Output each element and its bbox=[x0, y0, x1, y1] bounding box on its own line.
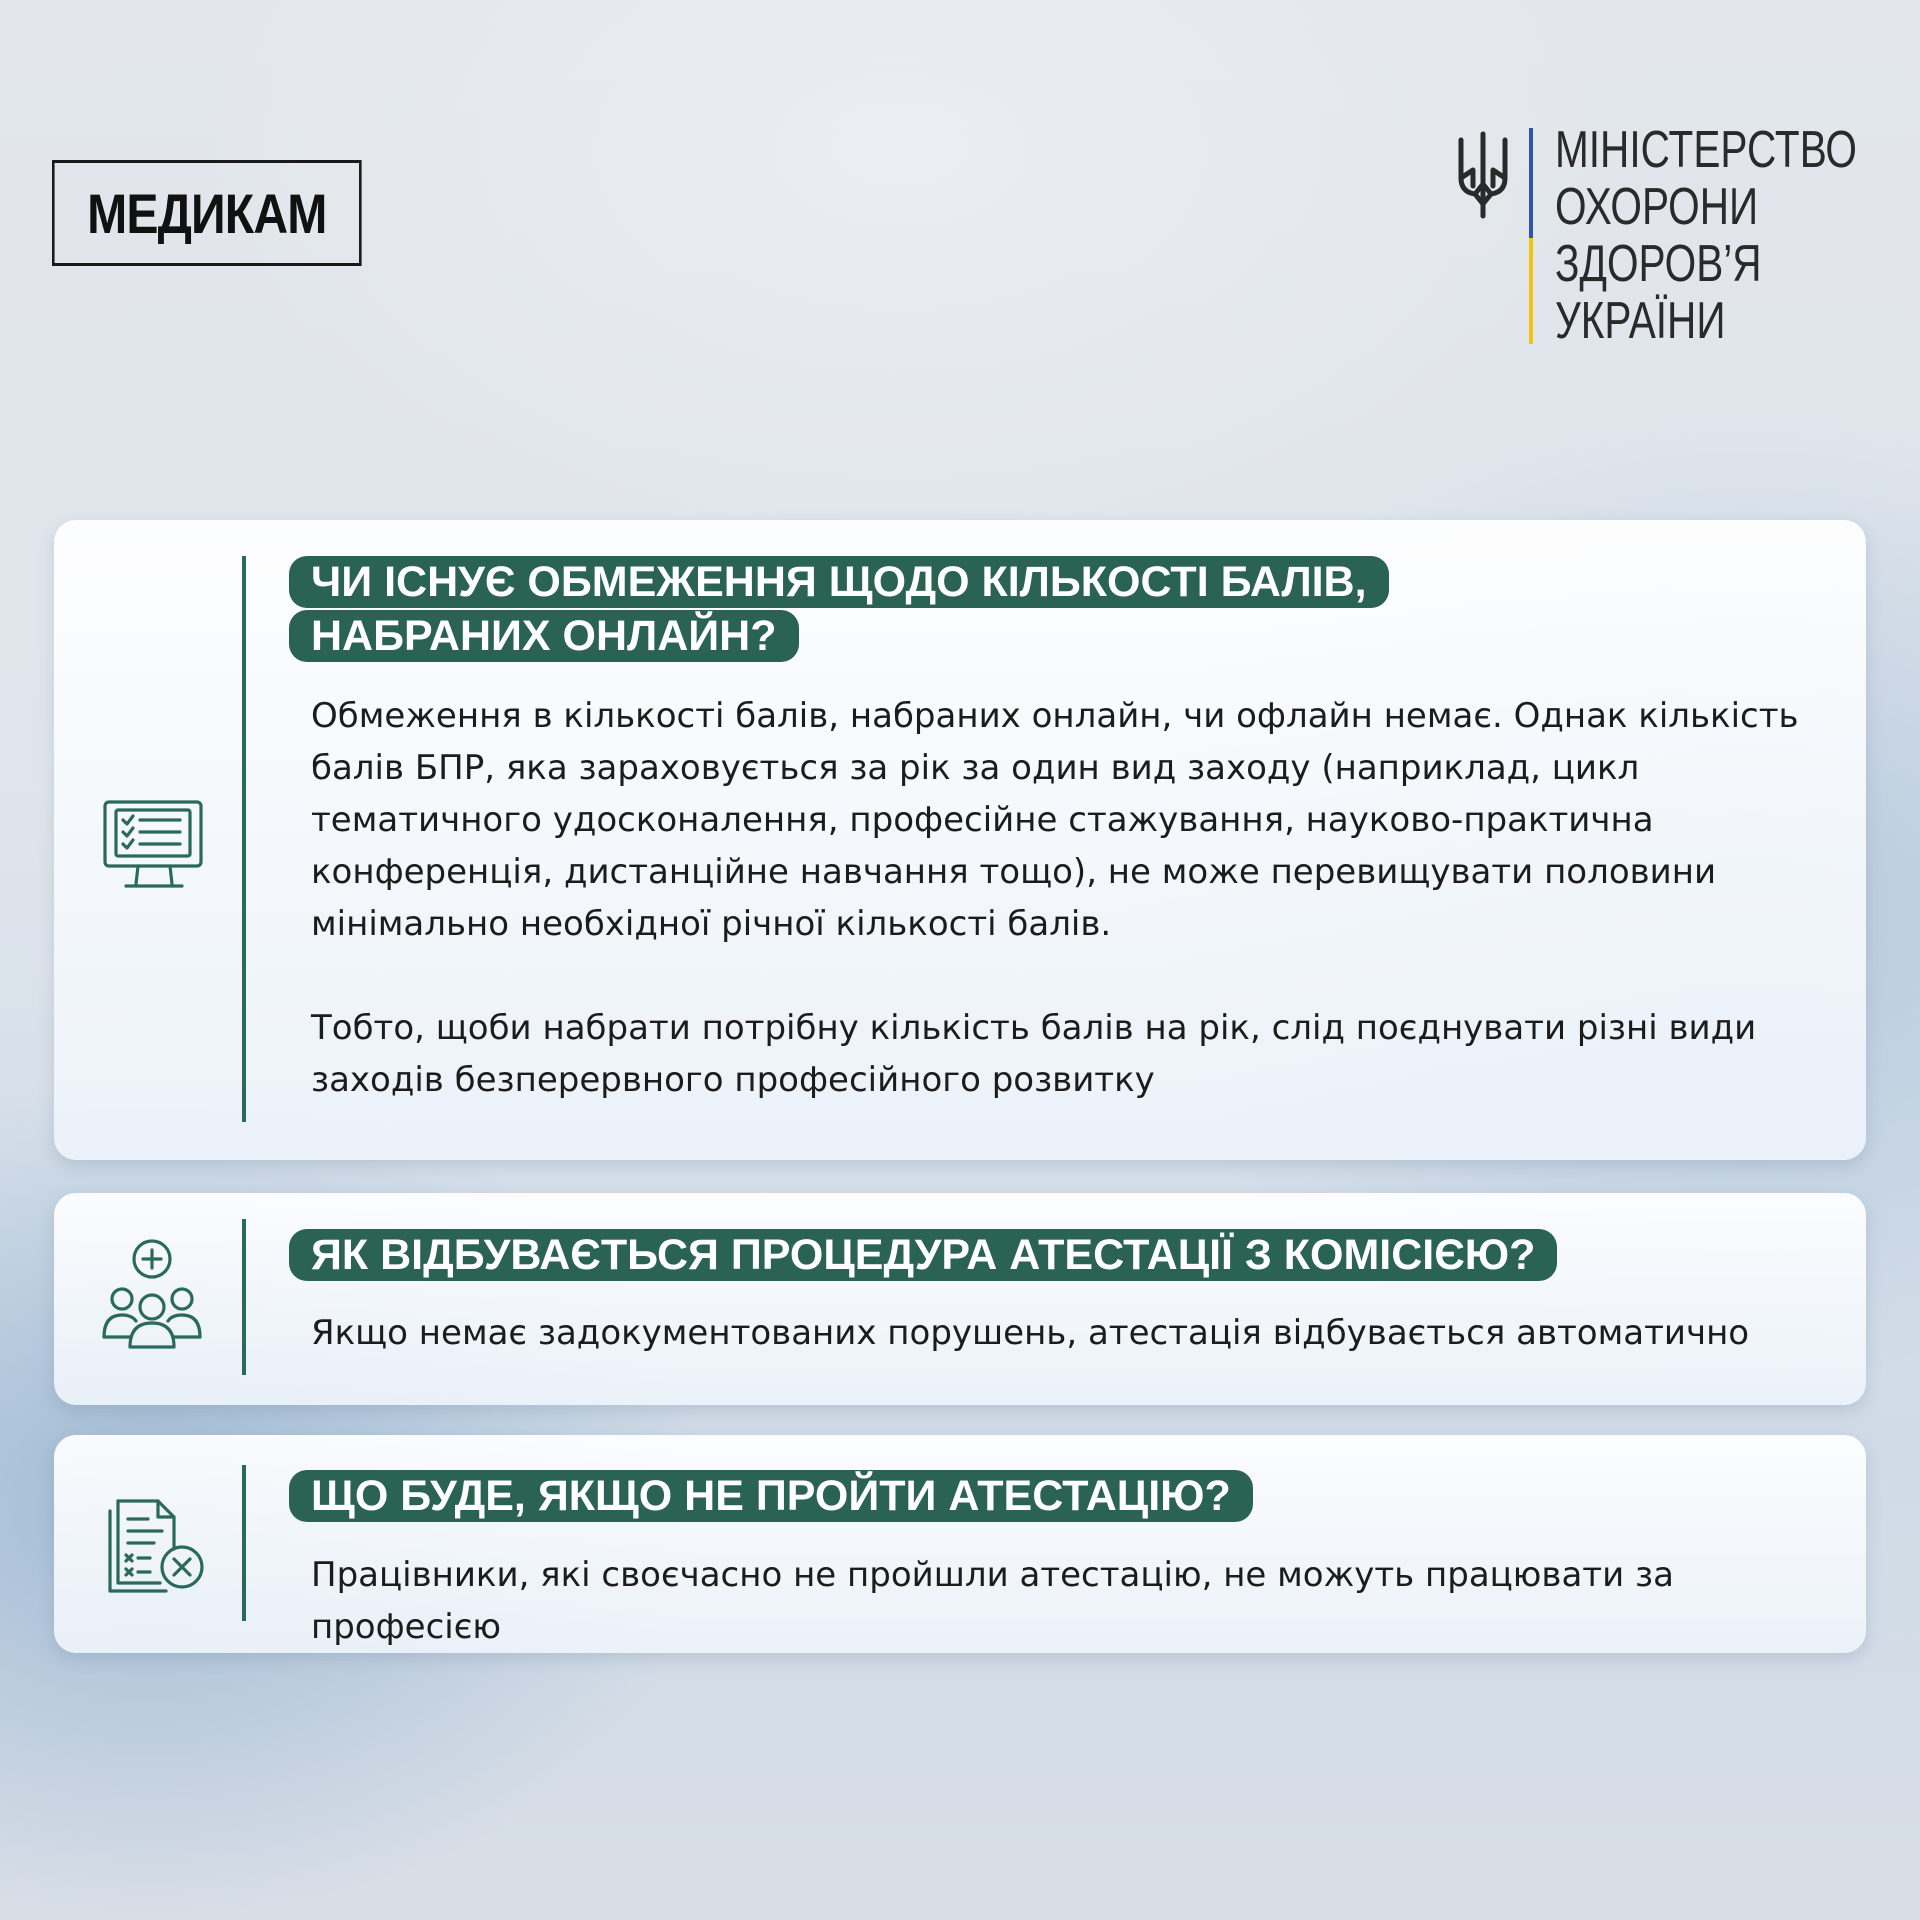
document-rejected-icon bbox=[104, 1493, 208, 1597]
card-body bbox=[311, 1549, 1841, 1653]
card-title-text: ЯК ВІДБУВАЄТЬСЯ ПРОЦЕДУРА АТЕСТАЦІЇ З КОМІСІЄЮ? bbox=[289, 1229, 1557, 1281]
card-title bbox=[289, 555, 1489, 663]
card-title-text: ЧИ ІСНУЄ ОБМЕЖЕННЯ ЩОДО КІЛЬКОСТІ БАЛІВ, НАБРАНИХ ОНЛАЙН? bbox=[289, 556, 1389, 662]
card-title-text: ЩО БУДЕ, ЯКЩО НЕ ПРОЙТИ АТЕСТАЦІЮ? bbox=[289, 1470, 1253, 1522]
ministry-name-line: ЗДОРОВ’Я bbox=[1555, 235, 1762, 293]
card-body bbox=[311, 690, 1841, 1106]
section-badge bbox=[52, 160, 362, 266]
card-body bbox=[311, 1307, 1841, 1359]
faq-card-attestation-failure bbox=[54, 1435, 1866, 1653]
card-paragraph: Тобто, щоби набрати потрібну кількість балів на рік, слід поєднувати різні види заходів безперервного професійного розвитку bbox=[311, 1008, 1757, 1100]
card-title bbox=[289, 1469, 1789, 1523]
group-medical-icon bbox=[100, 1237, 204, 1349]
card-divider bbox=[242, 556, 246, 1122]
badge-label: МЕДИКАМ bbox=[87, 181, 327, 245]
card-divider bbox=[242, 1219, 246, 1375]
logo-bar-yellow bbox=[1529, 238, 1533, 344]
card-paragraph: Якщо немає задокументованих порушень, атестація відбувається автоматично bbox=[311, 1313, 1750, 1353]
ministry-name-line: МІНІСТЕРСТВО bbox=[1555, 121, 1857, 179]
trident-icon bbox=[1455, 130, 1511, 220]
monitor-checklist-icon bbox=[102, 796, 206, 900]
logo-bar-blue bbox=[1529, 128, 1533, 238]
faq-card-online-points bbox=[54, 520, 1866, 1160]
ministry-logo bbox=[1455, 122, 1875, 352]
ministry-name-line: УКРАЇНИ bbox=[1555, 292, 1726, 350]
card-paragraph: Обмеження в кількості балів, набраних онлайн, чи офлайн немає. Однак кількість балів БПР, яка зараховується за рік за один вид заходу (наприклад, цикл тематичного удосконалення, професійне стажування, науково-практична конференція, дистанційне навчання тощо), не може перевищувати половини мінімально необхідної річної кількості балів. bbox=[311, 696, 1799, 944]
card-title bbox=[289, 1228, 1789, 1282]
faq-card-attestation-procedure bbox=[54, 1193, 1866, 1405]
ministry-name-line: ОХОРОНИ bbox=[1555, 178, 1759, 236]
card-paragraph: Працівники, які своєчасно не пройшли атестацію, не можуть працювати за професією bbox=[311, 1555, 1674, 1647]
ministry-name bbox=[1555, 121, 1857, 350]
card-divider bbox=[242, 1465, 246, 1621]
